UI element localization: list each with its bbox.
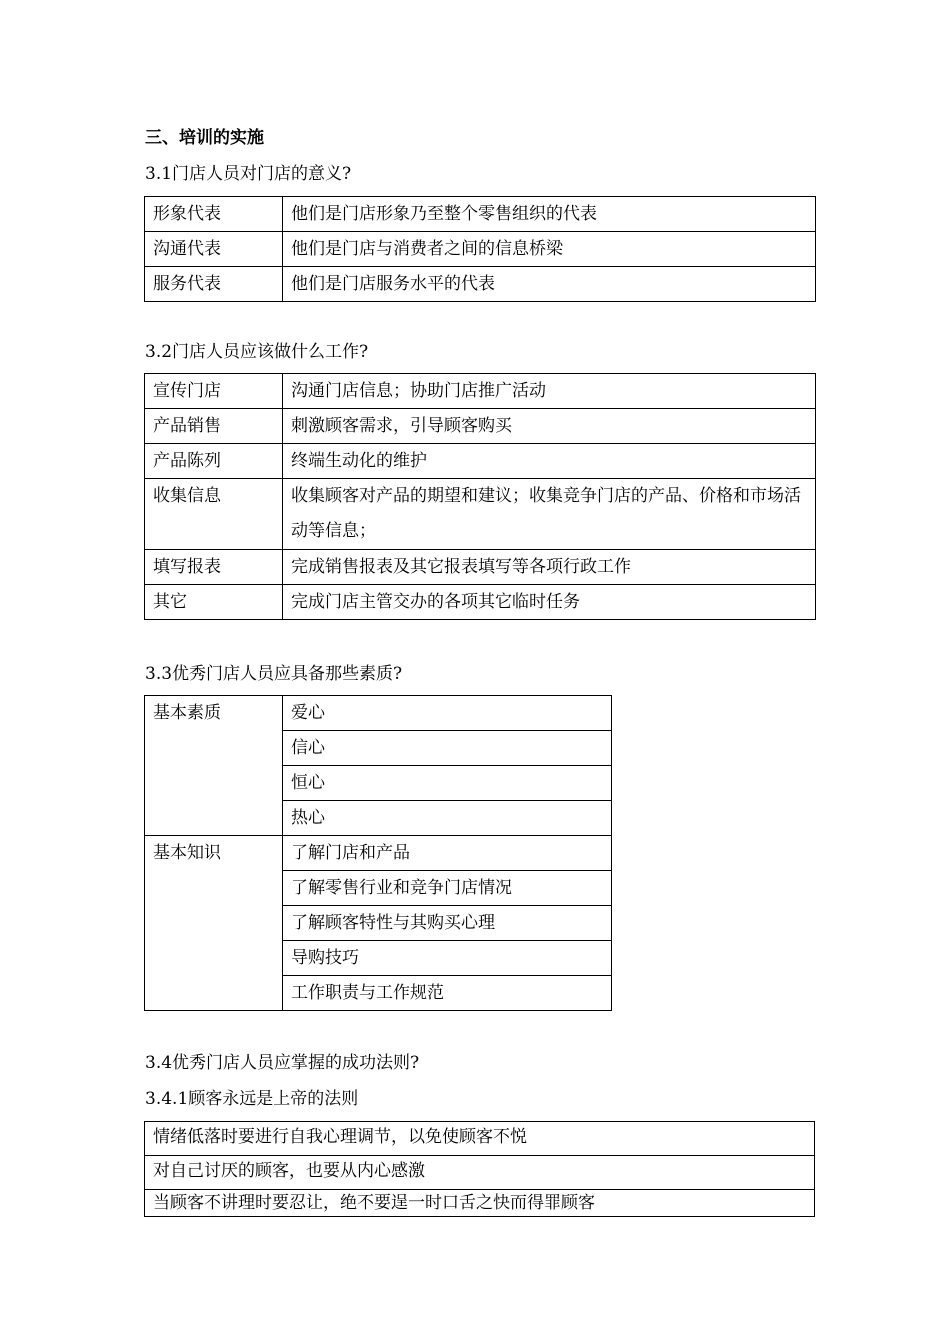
row-text: 当顾客不讲理时要忍让，绝不要逞一时口舌之快而得罪顾客 — [145, 1190, 815, 1217]
s34-title: 3.4优秀门店人员应掌握的成功法则? — [145, 1053, 420, 1073]
row-text: 他们是门店服务水平的代表 — [283, 267, 816, 302]
group-label: 基本知识 — [145, 836, 283, 1011]
table-row — [145, 1156, 815, 1190]
group-item: 恒心 — [283, 766, 612, 801]
group-item: 了解零售行业和竞争门店情况 — [283, 871, 612, 906]
group-label: 基本素质 — [145, 696, 283, 836]
s32-table — [144, 373, 816, 620]
row-text: 刺激顾客需求，引导顾客购买 — [283, 409, 816, 444]
row-label: 服务代表 — [145, 267, 283, 302]
table-row — [145, 1190, 815, 1217]
group-item: 爱心 — [283, 696, 612, 731]
s33-table — [144, 695, 612, 1011]
s32-title: 3.2门店人员应该做什么工作? — [145, 342, 369, 362]
group-item: 导购技巧 — [283, 941, 612, 976]
row-label: 产品销售 — [145, 409, 283, 444]
row-label: 沟通代表 — [145, 232, 283, 267]
row-text: 情绪低落时要进行自我心理调节，以免使顾客不悦 — [145, 1122, 815, 1156]
group-item: 工作职责与工作规范 — [283, 976, 612, 1011]
table-row — [145, 232, 816, 267]
s33-title: 3.3优秀门店人员应具备那些素质? — [145, 664, 403, 684]
table-row — [145, 696, 612, 731]
row-text: 他们是门店与消费者之间的信息桥梁 — [283, 232, 816, 267]
row-label: 产品陈列 — [145, 444, 283, 479]
table-row — [145, 1122, 815, 1156]
row-text: 对自己讨厌的顾客，也要从内心感激 — [145, 1156, 815, 1190]
s341-table — [144, 1121, 815, 1217]
row-text: 终端生动化的维护 — [283, 444, 816, 479]
row-text: 完成销售报表及其它报表填写等各项行政工作 — [283, 550, 816, 585]
s31-title: 3.1门店人员对门店的意义? — [145, 164, 352, 184]
row-label: 宣传门店 — [145, 374, 283, 409]
row-text: 沟通门店信息；协助门店推广活动 — [283, 374, 816, 409]
table-row — [145, 836, 612, 871]
table-row — [145, 444, 816, 479]
s31-table — [144, 196, 816, 302]
row-label: 填写报表 — [145, 550, 283, 585]
table-row — [145, 197, 816, 232]
group-item: 信心 — [283, 731, 612, 766]
s341-title: 3.4.1顾客永远是上帝的法则 — [145, 1089, 359, 1109]
row-label: 其它 — [145, 585, 283, 620]
table-row — [145, 409, 816, 444]
row-text: 完成门店主管交办的各项其它临时任务 — [283, 585, 816, 620]
group-item: 了解门店和产品 — [283, 836, 612, 871]
group-item: 热心 — [283, 801, 612, 836]
row-text: 他们是门店形象乃至整个零售组织的代表 — [283, 197, 816, 232]
table-row — [145, 267, 816, 302]
group-item: 了解顾客特性与其购买心理 — [283, 906, 612, 941]
table-row — [145, 374, 816, 409]
row-text: 收集顾客对产品的期望和建议；收集竞争门店的产品、价格和市场活动等信息； — [283, 479, 816, 550]
row-label: 形象代表 — [145, 197, 283, 232]
table-row — [145, 550, 816, 585]
table-row — [145, 479, 816, 550]
table-row — [145, 585, 816, 620]
section-title: 三、培训的实施 — [145, 128, 264, 148]
row-label: 收集信息 — [145, 479, 283, 550]
